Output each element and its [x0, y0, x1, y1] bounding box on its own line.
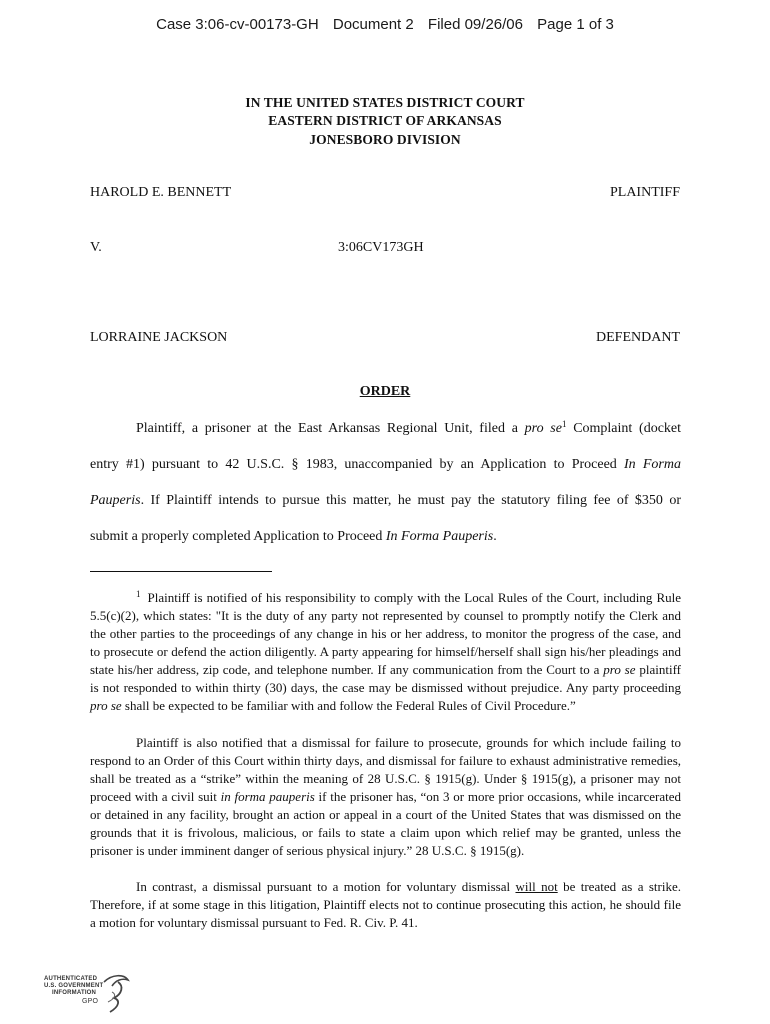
footnote-paragraph-2: Plaintiff is also notified that a dismissal for failure to prosecute, grounds for which include failing to respond to an Order of this Court within thirty days, and dismissal for failure to exhaust administrative remedies, shall be treated as a “strike” within the meaning of 28 U.S.C. § 1915(g). Under § 1915(g), a prisoner may not proceed with a civil suit in forma pauperis if the prisoner has, “on 3 or more prior occasions, while incarcerated or detained in any facility, brought an action or appeal in a court of the United States that was dismissed on the grounds that it is frivolous, malicious, or fails to state a claim upon which relief may be granted, unless the prisoner is under imminent danger of serious physical injury.” 28 U.S.C. § 1915(g). — [90, 735, 681, 858]
order-line-4: submit a properly completed Application to Proceed In Forma Pauperis. — [90, 529, 497, 544]
order-title: ORDER — [359, 384, 411, 399]
plaintiff-label: PLAINTIFF — [609, 185, 680, 200]
case-number: 3:06CV173GH — [338, 240, 424, 255]
order-line-3: Pauperis. If Plaintiff intends to pursue this matter, he must pay the statutory filing fee of $350 or — [90, 493, 681, 508]
footnote-paragraph-3: In contrast, a dismissal pursuant to a motion for voluntary dismissal will not be treated as a strike. Therefore, if at some stage in this litigation, Plaintiff elects not to continue prosecuting this action, he should file a motion for voluntary dismissal pursuant to Fed. R. Civ. P. 41. — [90, 879, 681, 930]
filed-date: Filed 09/26/06 — [427, 16, 523, 33]
versus: V. — [90, 240, 102, 255]
footnote-separator — [90, 571, 272, 572]
order-line-1: Plaintiff, a prisoner at the East Arkansas Regional Unit, filed a pro $se^1$ Complaint (docket — [136, 419, 682, 436]
order-line-2: entry #1) pursuant to 42 U.S.C. § 1983, unaccompanied by an Application to Proceed In Forma — [90, 457, 681, 472]
gpo-authentication-logo: AUTHENTICATED U.S. GOVERNMENT INFORMATION GPO — [44, 972, 130, 1016]
plaintiff-name: HAROLD E. BENNETT — [90, 185, 232, 200]
defendant-label: DEFENDANT — [596, 330, 680, 345]
document-number: Document 2 — [332, 16, 414, 33]
court-district: EASTERN DISTRICT OF ARKANSAS — [268, 113, 502, 128]
footnote-ref: 1 — [561, 419, 567, 429]
eagle-icon — [98, 972, 130, 1016]
court-division: JONESBORO DIVISION — [309, 132, 461, 147]
court-name: IN THE UNITED STATES DISTRICT COURT — [245, 95, 525, 110]
defendant-name: LORRAINE JACKSON — [90, 330, 228, 345]
page-header — [0, 16, 770, 33]
page-indicator: Page 1 of 3 — [537, 16, 614, 33]
footnote-paragraph-1: $^1$ Plaintiff is notified of his responsibility to comply with the Local Rules of the Court, including Rule 5.5(c)(2), which states: "It is the duty of any party not represented by counsel to promptly notify the Clerk and the other parties to the proceedings of any change in his or her address, to monitor the progress of the case, and to prosecute or defend the action diligently. A party appearing for himself/herself shall sign his/her pleadings and state his/her address, zip code, and telephone number. If any communication from the Court to a pro se plaintiff is not responded to within thirty (30) days, the case may be dismissed without prejudice. Any party proceeding pro se shall be expected to be familiar with and follow the Federal Rules of Civil Procedure.” — [90, 589, 682, 713]
case-number-header: Case 3:06-cv-00173-GH — [156, 16, 319, 33]
footnote-marker: 1 — [136, 589, 141, 599]
